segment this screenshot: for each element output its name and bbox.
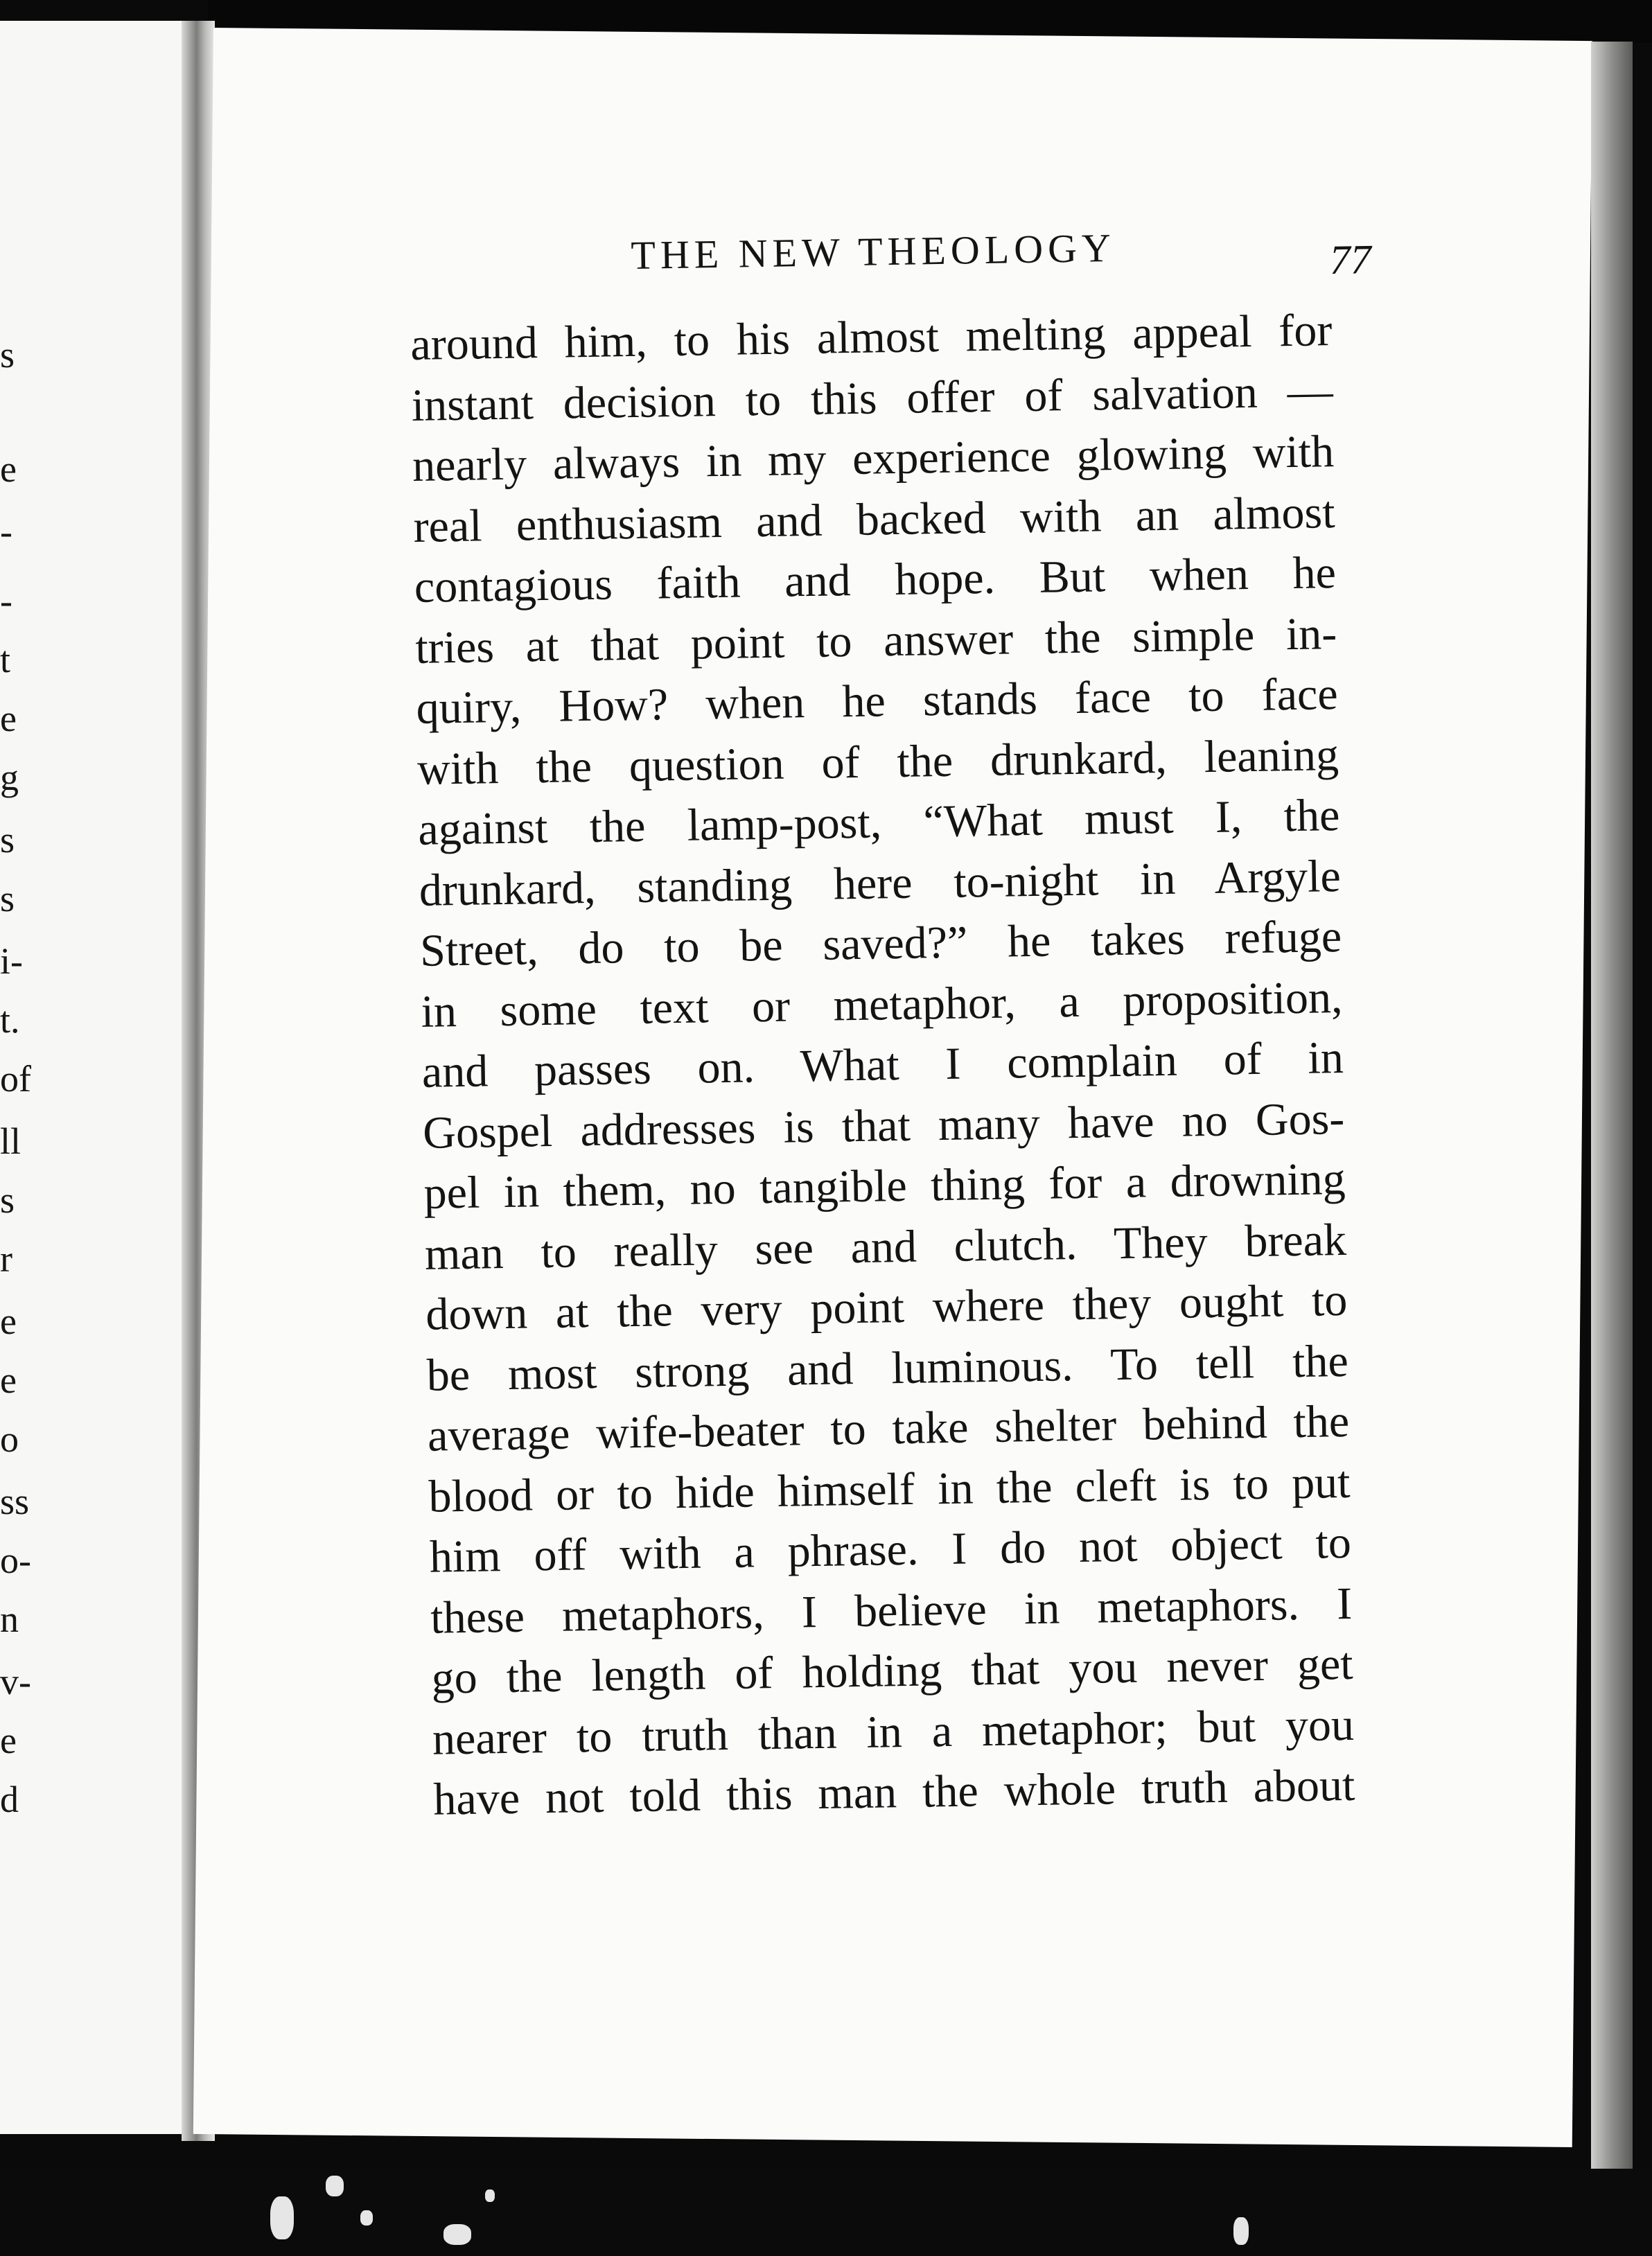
facing-page-fragment: d [0,1779,19,1820]
text-line: with the question of the drunkard, leaning [416,729,1339,795]
text-line: quiry, How? when he stands face to face [416,669,1339,734]
text-line: nearly always in my experience glowing with [412,426,1335,491]
facing-page-fragment: s [0,819,15,861]
facing-page-fragment: t. [0,999,20,1041]
text-line: pel in them, no tangible thing for a drowning [423,1153,1346,1219]
facing-page-fragment: e [0,698,17,739]
scan-speck [360,2210,373,2226]
text-line: be most strong and luminous. To tell the [426,1335,1349,1401]
facing-page-fragment: t [0,639,11,680]
text-line: Street, do to be saved?” he takes refuge [419,910,1342,976]
page-text-block [409,220,1418,1831]
page-edge-right [1591,42,1633,2183]
text-line: drunkard, standing here to-night in Argyle [419,850,1342,916]
text-line: nearer to truth than in a metaphor; but you [432,1699,1355,1765]
facing-page-fragment: i- [0,940,23,982]
text-line: these metaphors, I believe in metaphors. I [430,1578,1353,1643]
facing-page-fragment: o [0,1418,19,1460]
text-line: blood or to hide himself in the cleft is to put [428,1456,1351,1522]
facing-page-fragment: o- [0,1540,31,1581]
text-line: Gospel addresses is that many have no Gos- [422,1093,1345,1158]
text-line: down at the very point where they ought to [425,1274,1348,1340]
text-line: man to really see and clutch. They break [424,1214,1347,1280]
scan-speck [326,2176,344,2196]
facing-page-fragment: ss [0,1481,30,1522]
page-number: 77 [1329,236,1372,283]
scan-bottom-border [0,2169,1652,2256]
facing-page-fragment: v- [0,1661,31,1702]
text-line: instant decision to this offer of salvation — [411,365,1334,431]
facing-page-fragment: s [0,1179,15,1221]
text-line: around him, to his almost melting appeal for [410,305,1333,370]
body-text [410,299,1418,1831]
scan-speck [485,2189,495,2202]
facing-page-fragment: s [0,334,15,376]
facing-page-fragment: of [0,1058,31,1100]
facing-page-fragment: - [0,511,12,552]
facing-page-fragment: - [0,580,12,622]
text-line: contagious faith and hope. But when he [414,547,1337,613]
running-head [409,220,1394,319]
facing-page-fragment: e [0,1720,17,1761]
facing-page-fragment: e [0,1301,17,1342]
text-line: average wife-beater to take shelter behind the [427,1395,1350,1461]
facing-page-fragment: e [0,1359,17,1401]
facing-page-fragment: s [0,878,15,919]
scan-speck [270,2196,294,2239]
running-head-title: THE NEW THEOLOGY [630,224,1116,278]
facing-page-fragment: e [0,448,17,490]
text-line: have not told this man the whole truth about [432,1759,1355,1825]
text-line: tries at that point to answer the simple in- [414,608,1337,673]
text-line: real enthusiasm and backed with an almost [413,486,1336,552]
facing-page-fragment: ll [0,1120,21,1162]
facing-page-fragment: r [0,1238,12,1280]
text-line: against the lamp-post, “What must I, the [417,790,1340,855]
text-line: and passes on. What I complain of in [421,1032,1344,1098]
scan-speck [443,2224,471,2245]
text-line: him off with a phrase. I do not object to [429,1517,1352,1583]
facing-page-fragment: g [0,757,19,798]
text-line: in some text or metaphor, a proposition, [421,971,1344,1037]
scan-speck [1233,2217,1249,2245]
facing-page-fragment: n [0,1598,19,1640]
text-line: go the length of holding that you never get [431,1638,1354,1704]
